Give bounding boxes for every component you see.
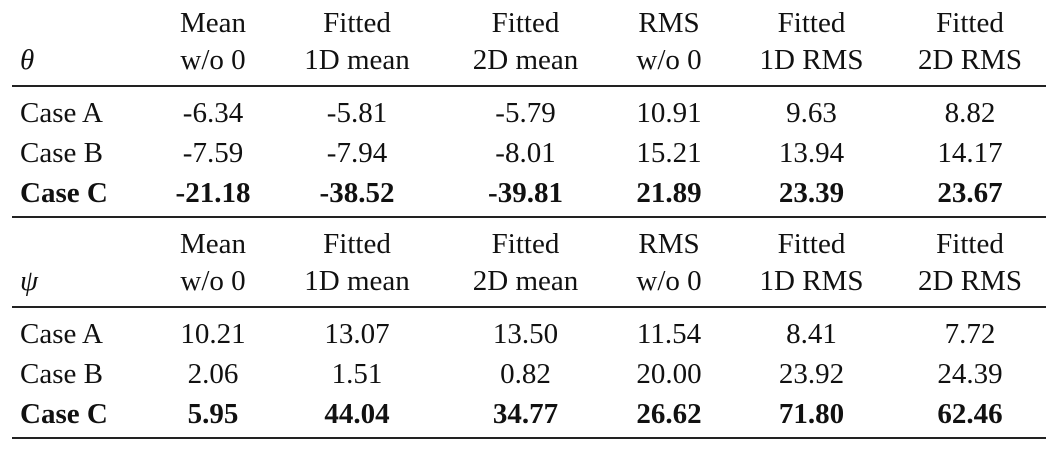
header-mean-top: Mean [179, 7, 247, 39]
table-row [12, 354, 1046, 394]
header-fitted-1d-rms-bottom: 1D RMS [729, 42, 894, 86]
psi-block [12, 217, 1046, 438]
header-mean-top: Mean [179, 228, 247, 260]
table-cell: 44.04 [272, 394, 442, 438]
theta-symbol: θ [12, 42, 154, 86]
table-cell: 14.17 [937, 137, 1003, 169]
table-cell: -6.34 [182, 97, 244, 129]
table-cell: 13.50 [492, 318, 559, 350]
header-row-bottom [12, 42, 1046, 86]
header-fitted-2d-rms-top: Fitted [936, 7, 1004, 39]
header-rms-top: RMS [638, 228, 700, 260]
table-cell: 10.91 [636, 97, 702, 129]
header-fitted-2d-mean-bottom: 2D mean [442, 263, 609, 307]
row-label: Case C [12, 394, 154, 438]
header-fitted-1d-rms-bottom: 1D RMS [729, 263, 894, 307]
table-cell: 24.39 [937, 358, 1003, 390]
table-cell: 1.51 [331, 358, 383, 390]
header-fitted-1d-mean-top: Fitted [323, 228, 391, 260]
row-label: Case A [20, 97, 103, 129]
table-cell: 15.21 [636, 137, 702, 169]
table-cell: 23.67 [894, 173, 1046, 217]
header-fitted-2d-mean-top: Fitted [491, 7, 560, 39]
header-fitted-1d-mean-top: Fitted [323, 7, 391, 39]
table-cell: 62.46 [894, 394, 1046, 438]
table-cell: -21.18 [154, 173, 272, 217]
table-cell: -5.81 [326, 97, 388, 129]
table-cell: 23.92 [778, 358, 845, 390]
psi-symbol: ψ [12, 263, 154, 307]
table-cell: 10.21 [180, 318, 246, 350]
header-fitted-1d-mean-bottom: 1D mean [272, 263, 442, 307]
header-row-bottom [12, 263, 1046, 307]
header-mean-bottom: w/o 0 [154, 42, 272, 86]
table-cell: 0.82 [500, 358, 551, 390]
header-row-top [12, 3, 1046, 42]
table-cell: -39.81 [442, 173, 609, 217]
table-cell: -38.52 [272, 173, 442, 217]
table-row [12, 307, 1046, 354]
table-cell: 26.62 [609, 394, 729, 438]
header-fitted-2d-mean-bottom: 2D mean [442, 42, 609, 86]
header-rms-top: RMS [638, 7, 700, 39]
theta-block [12, 3, 1046, 217]
header-fitted-2d-rms-bottom: 2D RMS [894, 263, 1046, 307]
table-cell: 20.00 [636, 358, 702, 390]
header-rms-bottom: w/o 0 [609, 263, 729, 307]
header-fitted-2d-mean-top: Fitted [491, 228, 560, 260]
table-cell: 13.94 [778, 137, 845, 169]
table-cell: 8.82 [944, 97, 996, 129]
table-cell: 13.07 [324, 318, 390, 350]
table-cell: 7.72 [944, 318, 996, 350]
table-cell: 23.39 [729, 173, 894, 217]
header-fitted-1d-mean-bottom: 1D mean [272, 42, 442, 86]
table-row [12, 173, 1046, 217]
table-cell: 21.89 [609, 173, 729, 217]
row-label: Case C [12, 173, 154, 217]
table-cell: 2.06 [187, 358, 239, 390]
results-table [12, 3, 1046, 439]
header-mean-bottom: w/o 0 [154, 263, 272, 307]
table-row [12, 394, 1046, 438]
row-label: Case B [20, 137, 103, 169]
table-cell: -8.01 [495, 137, 556, 169]
table-row [12, 86, 1046, 133]
table-cell: -7.94 [326, 137, 388, 169]
table-cell: 9.63 [786, 97, 837, 129]
header-fitted-2d-rms-top: Fitted [936, 228, 1004, 260]
table-cell: 5.95 [154, 394, 272, 438]
table-cell: 8.41 [786, 318, 837, 350]
table-cell: 71.80 [729, 394, 894, 438]
table-cell: -7.59 [182, 137, 244, 169]
row-label: Case B [20, 358, 103, 390]
row-label: Case A [20, 318, 103, 350]
header-fitted-2d-rms-bottom: 2D RMS [894, 42, 1046, 86]
table-cell: 11.54 [636, 318, 702, 350]
header-fitted-1d-rms-top: Fitted [777, 228, 846, 260]
header-row-top [12, 217, 1046, 263]
header-fitted-1d-rms-top: Fitted [777, 7, 846, 39]
table-cell: 34.77 [442, 394, 609, 438]
header-corner [12, 3, 154, 42]
table-cell: -5.79 [495, 97, 556, 129]
header-rms-bottom: w/o 0 [609, 42, 729, 86]
table-row [12, 133, 1046, 173]
header-corner [12, 217, 154, 263]
